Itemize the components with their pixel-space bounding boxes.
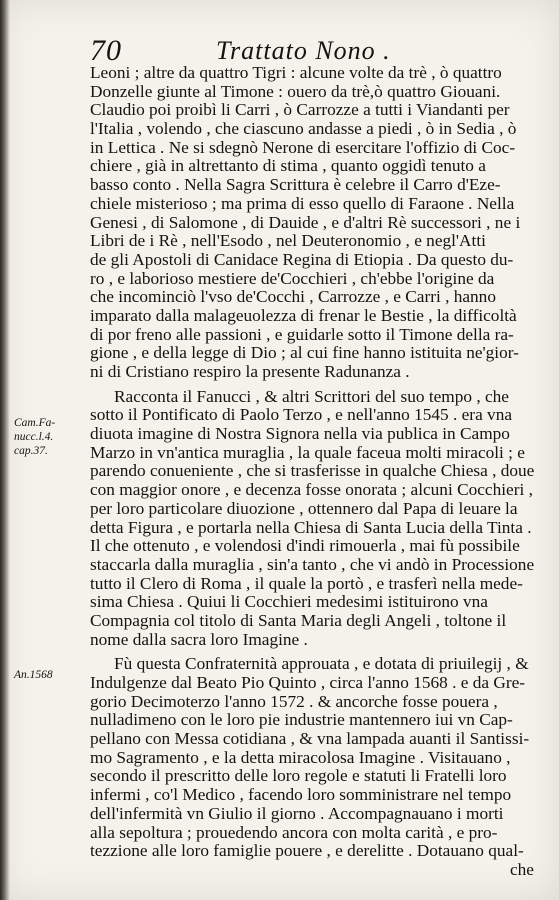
paragraph-2 (90, 388, 542, 650)
text-line: de gli Apostoli di Canidace Regina di Etiopia . Da questo du- (90, 250, 514, 269)
margin-note-line: cap.37. (14, 445, 48, 457)
text-line: l'Italia , volendo , che ciascuno andasse a piedi , ò in Sedia , ò (90, 120, 517, 139)
text-line: detta Figura , e portarla nella Chiesa di Santa Lucia della Tinta . (90, 518, 532, 537)
text-line: alla sepoltura ; prouedendo ancora con molta carità , e pro- (90, 823, 498, 842)
text-line: basso conto . Nella Sagra Scrittura è celebre il Carro d'Eze- (90, 176, 501, 195)
text-line: ro , e laborioso mestiere de'Cocchieri , ch'ebbe l'origine da (90, 269, 495, 288)
text-line: in Lettica . Ne si sdegnò Nerone di esercitare l'offizio di Coc- (90, 138, 516, 157)
text-line: staccarla dalla muraglia , sin'a tanto , che vi andò in Processione (90, 555, 535, 574)
margin-note-line: Cam.Fa- (14, 417, 56, 429)
text-line: di por freno alle passioni , e guidarle sotto il Timone della ra- (90, 325, 514, 344)
text-line: nome dalla sacra loro Imagine . (90, 630, 308, 649)
text-line: Racconta il Fanucci , & altri Scrittori del suo tempo , che (114, 387, 509, 406)
text-line: pellano con Messa cotidiana , & vna lampada auanti il Santissi- (90, 730, 530, 749)
text-line: secondo il prescritto delle loro regole e statuti li Fratelli loro (90, 767, 507, 786)
text-line: dell'infermità vn Giulio il giorno . Accompagnauano i morti (90, 804, 504, 823)
text-line: Claudio poi proibì li Carri , ò Carrozze a tutti i Viandanti per (90, 101, 510, 120)
text-line: per loro particolare diuozione , ottennero dal Papa di leuare la (90, 499, 518, 518)
text-line: Il che ottenuto , e volendosi d'indi rimouerla , mai fù possibile (90, 537, 520, 556)
text-line: Indulgenze dal Beato Pio Quinto , circa l'anno 1568 . e da Gre- (90, 674, 526, 692)
text-line: che (510, 860, 534, 879)
text-line: sotto il Pontificato di Paolo Terzo , e nell'anno 1545 . era vna (90, 406, 513, 425)
text-line: tutto il Clero di Roma , il quale la portò , e trasferì nella mede- (90, 574, 523, 593)
body-text (90, 64, 542, 880)
text-line: Marzo in vn'antica muraglia , la quale faceua molti miracoli ; e (90, 443, 525, 462)
text-line: parendo conueniente , che si trasferisse in qualche Chiesa , doue (90, 462, 535, 481)
margin-note-citation (14, 416, 88, 458)
text-line: con maggior onore , e decenza fosse onorata ; alcuni Cocchieri , (90, 481, 533, 500)
paragraph-1 (90, 64, 542, 382)
text-line: imparato dalla malageuolezza di frenar le Bestie , la difficoltà (90, 306, 517, 325)
text-line: Leoni ; altre da quattro Tigri : alcune volte da trè , ò quattro (90, 64, 502, 82)
text-line: ni di Cristiano respiro la presente Radunanza . (90, 363, 410, 381)
text-line: sima Chiesa . Quiui li Cocchieri medesimi istituirono vna (90, 593, 488, 612)
text-line: gione , e della legge di Dio ; al cui fine hanno istituita ne'gior- (90, 344, 519, 363)
text-line: tezzione alle loro famiglie pouere , e derelitte . Dotauano qual- (90, 842, 524, 861)
text-line: infermi , co'l Medico , facendo loro somministrare nel tempo (90, 786, 512, 805)
page-number: 70 (90, 34, 122, 67)
margin-note-line: nucc.l.4. (14, 431, 54, 443)
text-line: diuota imagine di Nostra Signora nella via publica in Campo (90, 425, 510, 444)
text-line: mo Sagramento , e la detta miracolosa Imagine . Visitauano , (90, 748, 511, 767)
text-line: che incominciò l'vso de'Cocchi , Carrozze , e Carri , hanno (90, 288, 496, 307)
text-line: chiere , già in altrettanto di stima , quanto oggidì tenuto a (90, 157, 486, 176)
text-line: gorio Decimoterzo l'anno 1572 . & ancorche fosse pouera , (90, 692, 498, 711)
text-line: nulladimeno con le loro pie industrie mantennero iui vn Cap- (90, 711, 513, 730)
text-line: Donzelle giunte al Timone : ouero da trè,ò quattro Giouani. (90, 82, 501, 101)
page-gutter-shadow (0, 0, 10, 900)
text-line: Libri de i Rè , nell'Esodo , nel Deuteronomio , e negl'Atti (90, 232, 486, 251)
margin-note-year (14, 668, 88, 682)
text-line: chiele misterioso ; ma prima di esso quello di Faraone . Nella (90, 194, 515, 213)
text-line: Fù questa Confraternità approuata , e dotata di priuilegij , & (114, 655, 529, 674)
running-title: Trattato Nono . (216, 36, 391, 65)
margin-note-line: An.1568 (14, 669, 53, 681)
paragraph-3 (90, 655, 542, 879)
text-line: Genesi , di Salomone , di Dauide , e d'altri Rè successori , ne i (90, 213, 521, 232)
text-line: Compagnia col titolo di Santa Maria degli Angeli , toltone il (90, 611, 507, 630)
